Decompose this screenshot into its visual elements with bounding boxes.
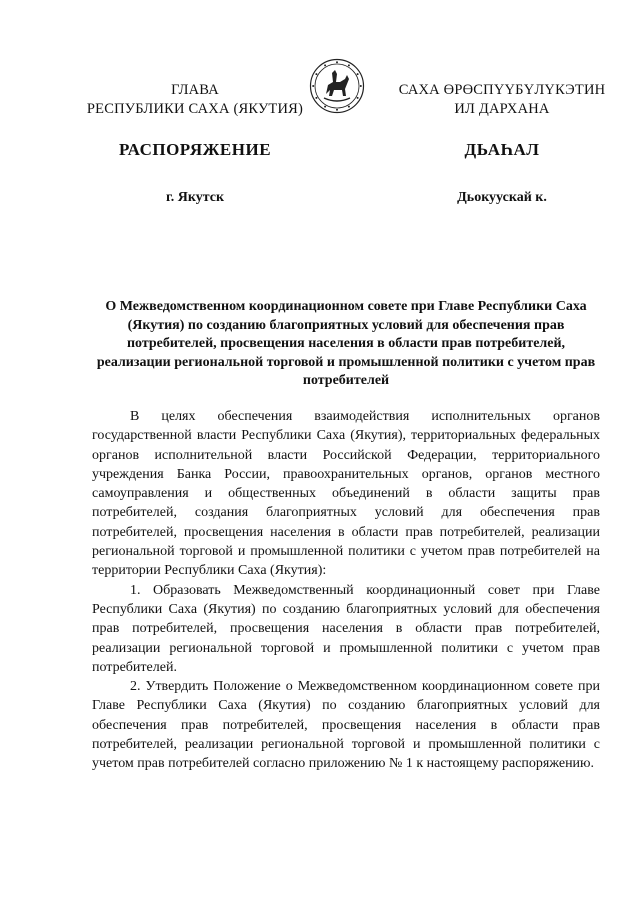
header-left-line1: ГЛАВА	[171, 82, 219, 98]
document-body	[92, 407, 600, 774]
paragraph-item-2: 2. Утвердить Положение о Межведомственном координационном совете при Главе Республики Саха (Якутия) по созданию благоприятных условий для обеспечения прав потребителей, просвещения населения в области прав потребителей, реализации региональной торговой и промышленной политики с учетом прав потребителей согласно приложению № 1 к настоящему распоряжению.	[92, 679, 600, 772]
document-title: О Межведомственном координационном совете при Главе Республики Саха (Якутия) по созданию благоприятных условий для обеспечения прав потребителей, просвещения населения в области прав потребителей, реализации региональной торговой и промышленной политики с учетом прав потребителей	[96, 299, 596, 388]
paragraph-item-1: 1. Образовать Межведомственный координационный совет при Главе Республики Саха (Якутия) по созданию благоприятных условий для обеспечения прав потребителей, просвещения населения в области прав потребителей, реализации региональной торговой и промышленной политики с учетом прав потребителей.	[92, 582, 600, 675]
header-right-line2: ИЛ ДАРХАНА	[454, 101, 550, 117]
header-right-line1: САХА ӨРӨСПҮҮБҮЛҮКЭТИН	[398, 82, 606, 98]
city-sakha: Дьокуускай к.	[457, 190, 547, 205]
coat-of-arms-icon	[309, 58, 365, 114]
city-ru: г. Якутск	[165, 190, 225, 205]
header-left	[80, 81, 310, 119]
doc-type-ru: РАСПОРЯЖЕНИЕ	[118, 140, 272, 159]
paragraph-preamble: В целях обеспечения взаимодействия исполнительных органов государственной власти Республики Саха (Якутия), территориальных федеральных органов исполнительной власти Российской Федерации, территориального учреждения Банка России, правоохранительных органов, органов местного самоуправления и общественных объединений в области защиты прав потребителей, создания благоприятных условий для обеспечения прав потребителей, просвещения населения в области прав потребителей, реализации региональной торговой и промышленной политики с учетом прав потребителей на территории Республики Саха (Якутия):	[92, 409, 600, 579]
header-right	[388, 81, 616, 119]
doc-type-sakha: ДЬАҺАЛ	[464, 140, 540, 159]
header-left-line2: РЕСПУБЛИКИ САХА (ЯКУТИЯ)	[86, 101, 304, 117]
